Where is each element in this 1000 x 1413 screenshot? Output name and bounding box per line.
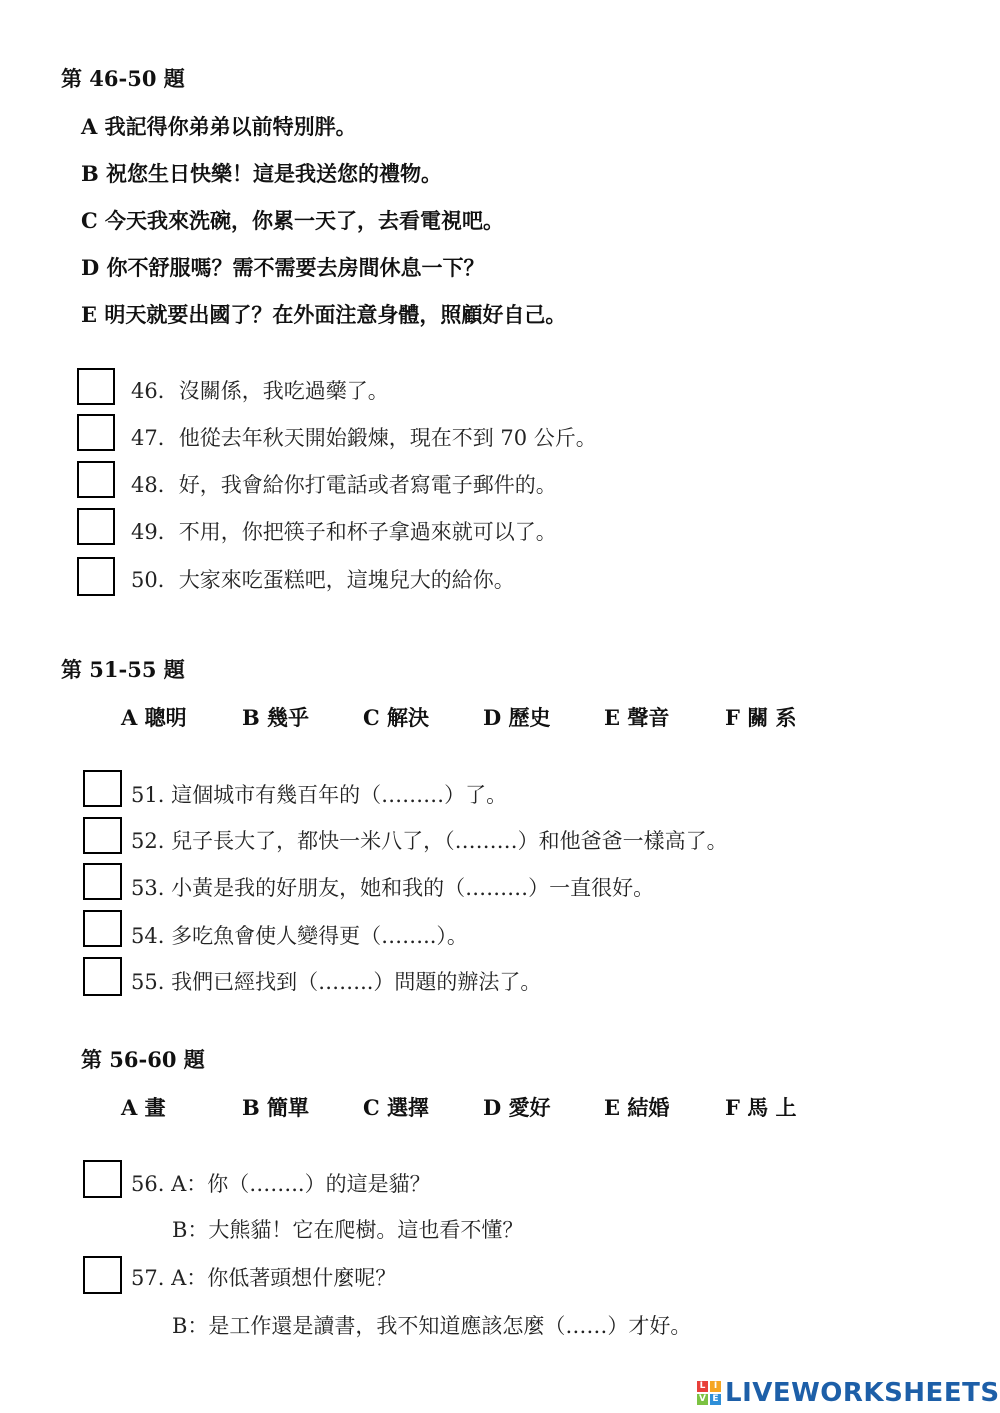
answer-box-48[interactable] — [77, 461, 115, 498]
option-a: A 我記得你弟弟以前特別胖。 — [81, 114, 357, 139]
answer-box-56[interactable] — [83, 1160, 122, 1198]
word-option-c: C 選擇 — [363, 1095, 430, 1120]
answer-box-53[interactable] — [83, 863, 122, 900]
question-49: 49．不用，你把筷子和杯子拿過來就可以了。 — [131, 520, 557, 544]
question-51: 51. 這個城市有幾百年的（………）了。 — [131, 783, 508, 807]
word-option-e: E 聲音 — [604, 705, 670, 730]
answer-box-46[interactable] — [77, 368, 115, 405]
option-e: E 明天就要出國了？在外面注意身體，照顧好自己。 — [81, 302, 567, 327]
logo-letter-v: V — [697, 1394, 708, 1405]
logo-mark-icon — [697, 1381, 721, 1405]
question-55: 55. 我們已經找到（……..）問題的辦法了。 — [131, 970, 542, 994]
question-56-line-b: B：大熊貓！它在爬樹。這也看不懂？ — [172, 1218, 524, 1242]
word-option-b: B 幾乎 — [242, 705, 310, 730]
answer-box-47[interactable] — [77, 414, 115, 451]
liveworksheets-logo — [697, 1378, 1000, 1408]
logo-letter-e: E — [710, 1394, 721, 1405]
answer-box-55[interactable] — [83, 957, 122, 996]
question-57-line-a: 57. A：你低著頭想什麼呢？ — [131, 1266, 397, 1290]
section-heading-46-50: 第 46-50 題 — [61, 66, 185, 91]
question-52: 52. 兒子長大了，都快一米八了，（………）和他爸爸一樣高了。 — [131, 829, 728, 853]
word-option-a: A 畫 — [121, 1095, 166, 1120]
question-47: 47．他從去年秋天開始鍛煉，現在不到 70 公斤。 — [131, 426, 597, 450]
word-option-a: A 聰明 — [121, 705, 187, 730]
word-option-e: E 結婚 — [604, 1095, 670, 1120]
question-53: 53. 小黃是我的好朋友，她和我的（………）一直很好。 — [131, 876, 655, 900]
word-option-d: D 愛好 — [483, 1095, 551, 1120]
word-option-c: C 解決 — [363, 705, 430, 730]
logo-letter-i: I — [710, 1381, 721, 1392]
answer-box-50[interactable] — [77, 557, 115, 596]
word-option-b: B 簡單 — [242, 1095, 310, 1120]
question-56-line-a: 56. A：你（……..）的這是貓？ — [131, 1172, 431, 1196]
option-d: D 你不舒服嗎？需不需要去房間休息一下？ — [81, 255, 485, 280]
answer-box-54[interactable] — [83, 910, 122, 947]
section-heading-56-60: 第 56-60 題 — [81, 1047, 205, 1072]
answer-box-52[interactable] — [83, 817, 122, 854]
word-option-f: F 關 系 — [725, 705, 797, 730]
answer-box-49[interactable] — [77, 508, 115, 545]
word-option-d: D 歷史 — [483, 705, 551, 730]
logo-text: LIVEWORKSHEETS — [725, 1378, 1000, 1408]
word-option-f: F 馬 上 — [725, 1095, 797, 1120]
question-50: 50．大家來吃蛋糕吧，這塊兒大的給你。 — [131, 568, 515, 592]
option-b: B 祝您生日快樂！這是我送您的禮物。 — [81, 161, 443, 186]
option-c: C 今天我來洗碗，你累一天了，去看電視吧。 — [81, 208, 505, 233]
question-46: 46．沒關係，我吃過藥了。 — [131, 379, 389, 403]
question-48: 48．好，我會給你打電話或者寫電子郵件的。 — [131, 473, 557, 497]
answer-box-51[interactable] — [83, 770, 122, 807]
question-54: 54. 多吃魚會使人變得更（……..）。 — [131, 924, 468, 948]
answer-box-57[interactable] — [83, 1256, 122, 1294]
section-heading-51-55: 第 51-55 題 — [61, 657, 185, 682]
logo-letter-l: L — [697, 1381, 708, 1392]
question-57-line-b: B：是工作還是讀書，我不知道應該怎麼（……）才好。 — [172, 1314, 692, 1338]
